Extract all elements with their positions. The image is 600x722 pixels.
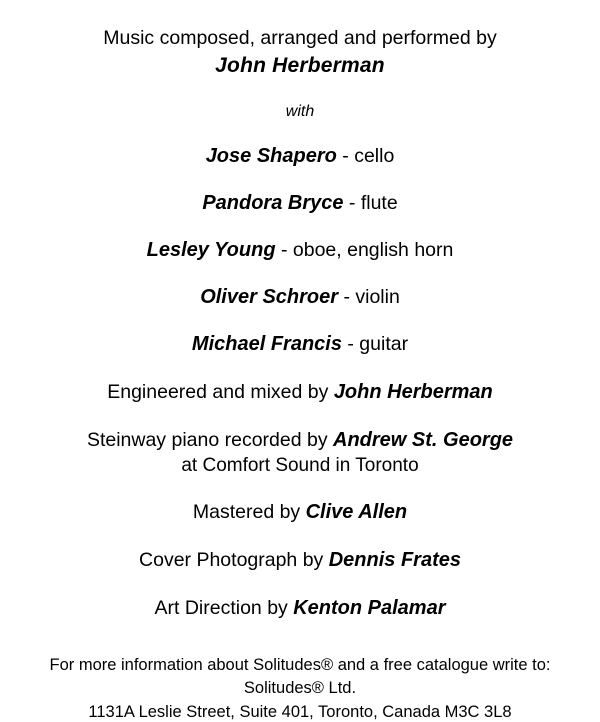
performer-role: - violin: [338, 285, 400, 308]
composer-name: John Herberman: [215, 54, 385, 78]
production-row: [30, 548, 570, 573]
production-prefix: Cover Photograph by: [139, 549, 329, 572]
with-label: with: [285, 102, 315, 120]
performer-row: [30, 332, 570, 357]
performer-role: - cello: [336, 144, 395, 167]
production-prefix: Mastered by: [192, 501, 306, 524]
production-name: Dennis Frates: [328, 549, 461, 572]
performer-role: - guitar: [341, 332, 409, 355]
performer-row: [30, 238, 570, 263]
performer-name: Pandora Bryce: [202, 191, 344, 214]
performer-role: - flute: [343, 191, 398, 214]
performer-row: [30, 144, 570, 169]
performer-row: [30, 191, 570, 216]
footer-line-2: Solitudes® Ltd.: [243, 679, 357, 697]
performer-name: Lesley Young: [146, 238, 276, 261]
production-name: Kenton Palamar: [293, 597, 446, 620]
footer-line-1: For more information about Solitudes® and a free catalogue write to:: [49, 656, 551, 675]
production-name: Clive Allen: [305, 501, 408, 524]
performer-name: Oliver Schroer: [200, 285, 339, 308]
production-name: Andrew St. George: [333, 428, 514, 451]
production-row: [30, 596, 570, 621]
production-prefix: Art Direction by: [154, 597, 294, 620]
production-prefix: Engineered and mixed by: [107, 380, 334, 403]
production-row: [30, 500, 570, 525]
performer-name: Michael Francis: [191, 332, 342, 355]
performer-name: Jose Shapero: [205, 144, 337, 167]
production-name: John Herberman: [333, 380, 493, 403]
footer-line-3: 1131A Leslie Street, Suite 401, Toronto, Canada M3C 3L8: [88, 702, 512, 721]
performer-row: [30, 285, 570, 310]
production-sub: at Comfort Sound in Toronto: [181, 454, 419, 476]
production-row: [30, 380, 570, 405]
production-row: [30, 428, 570, 453]
production-prefix: Steinway piano recorded by: [86, 428, 334, 451]
performer-role: - oboe, english horn: [275, 238, 454, 261]
credits-header: Music composed, arranged and performed by: [103, 27, 497, 49]
footer-block: [30, 655, 570, 722]
